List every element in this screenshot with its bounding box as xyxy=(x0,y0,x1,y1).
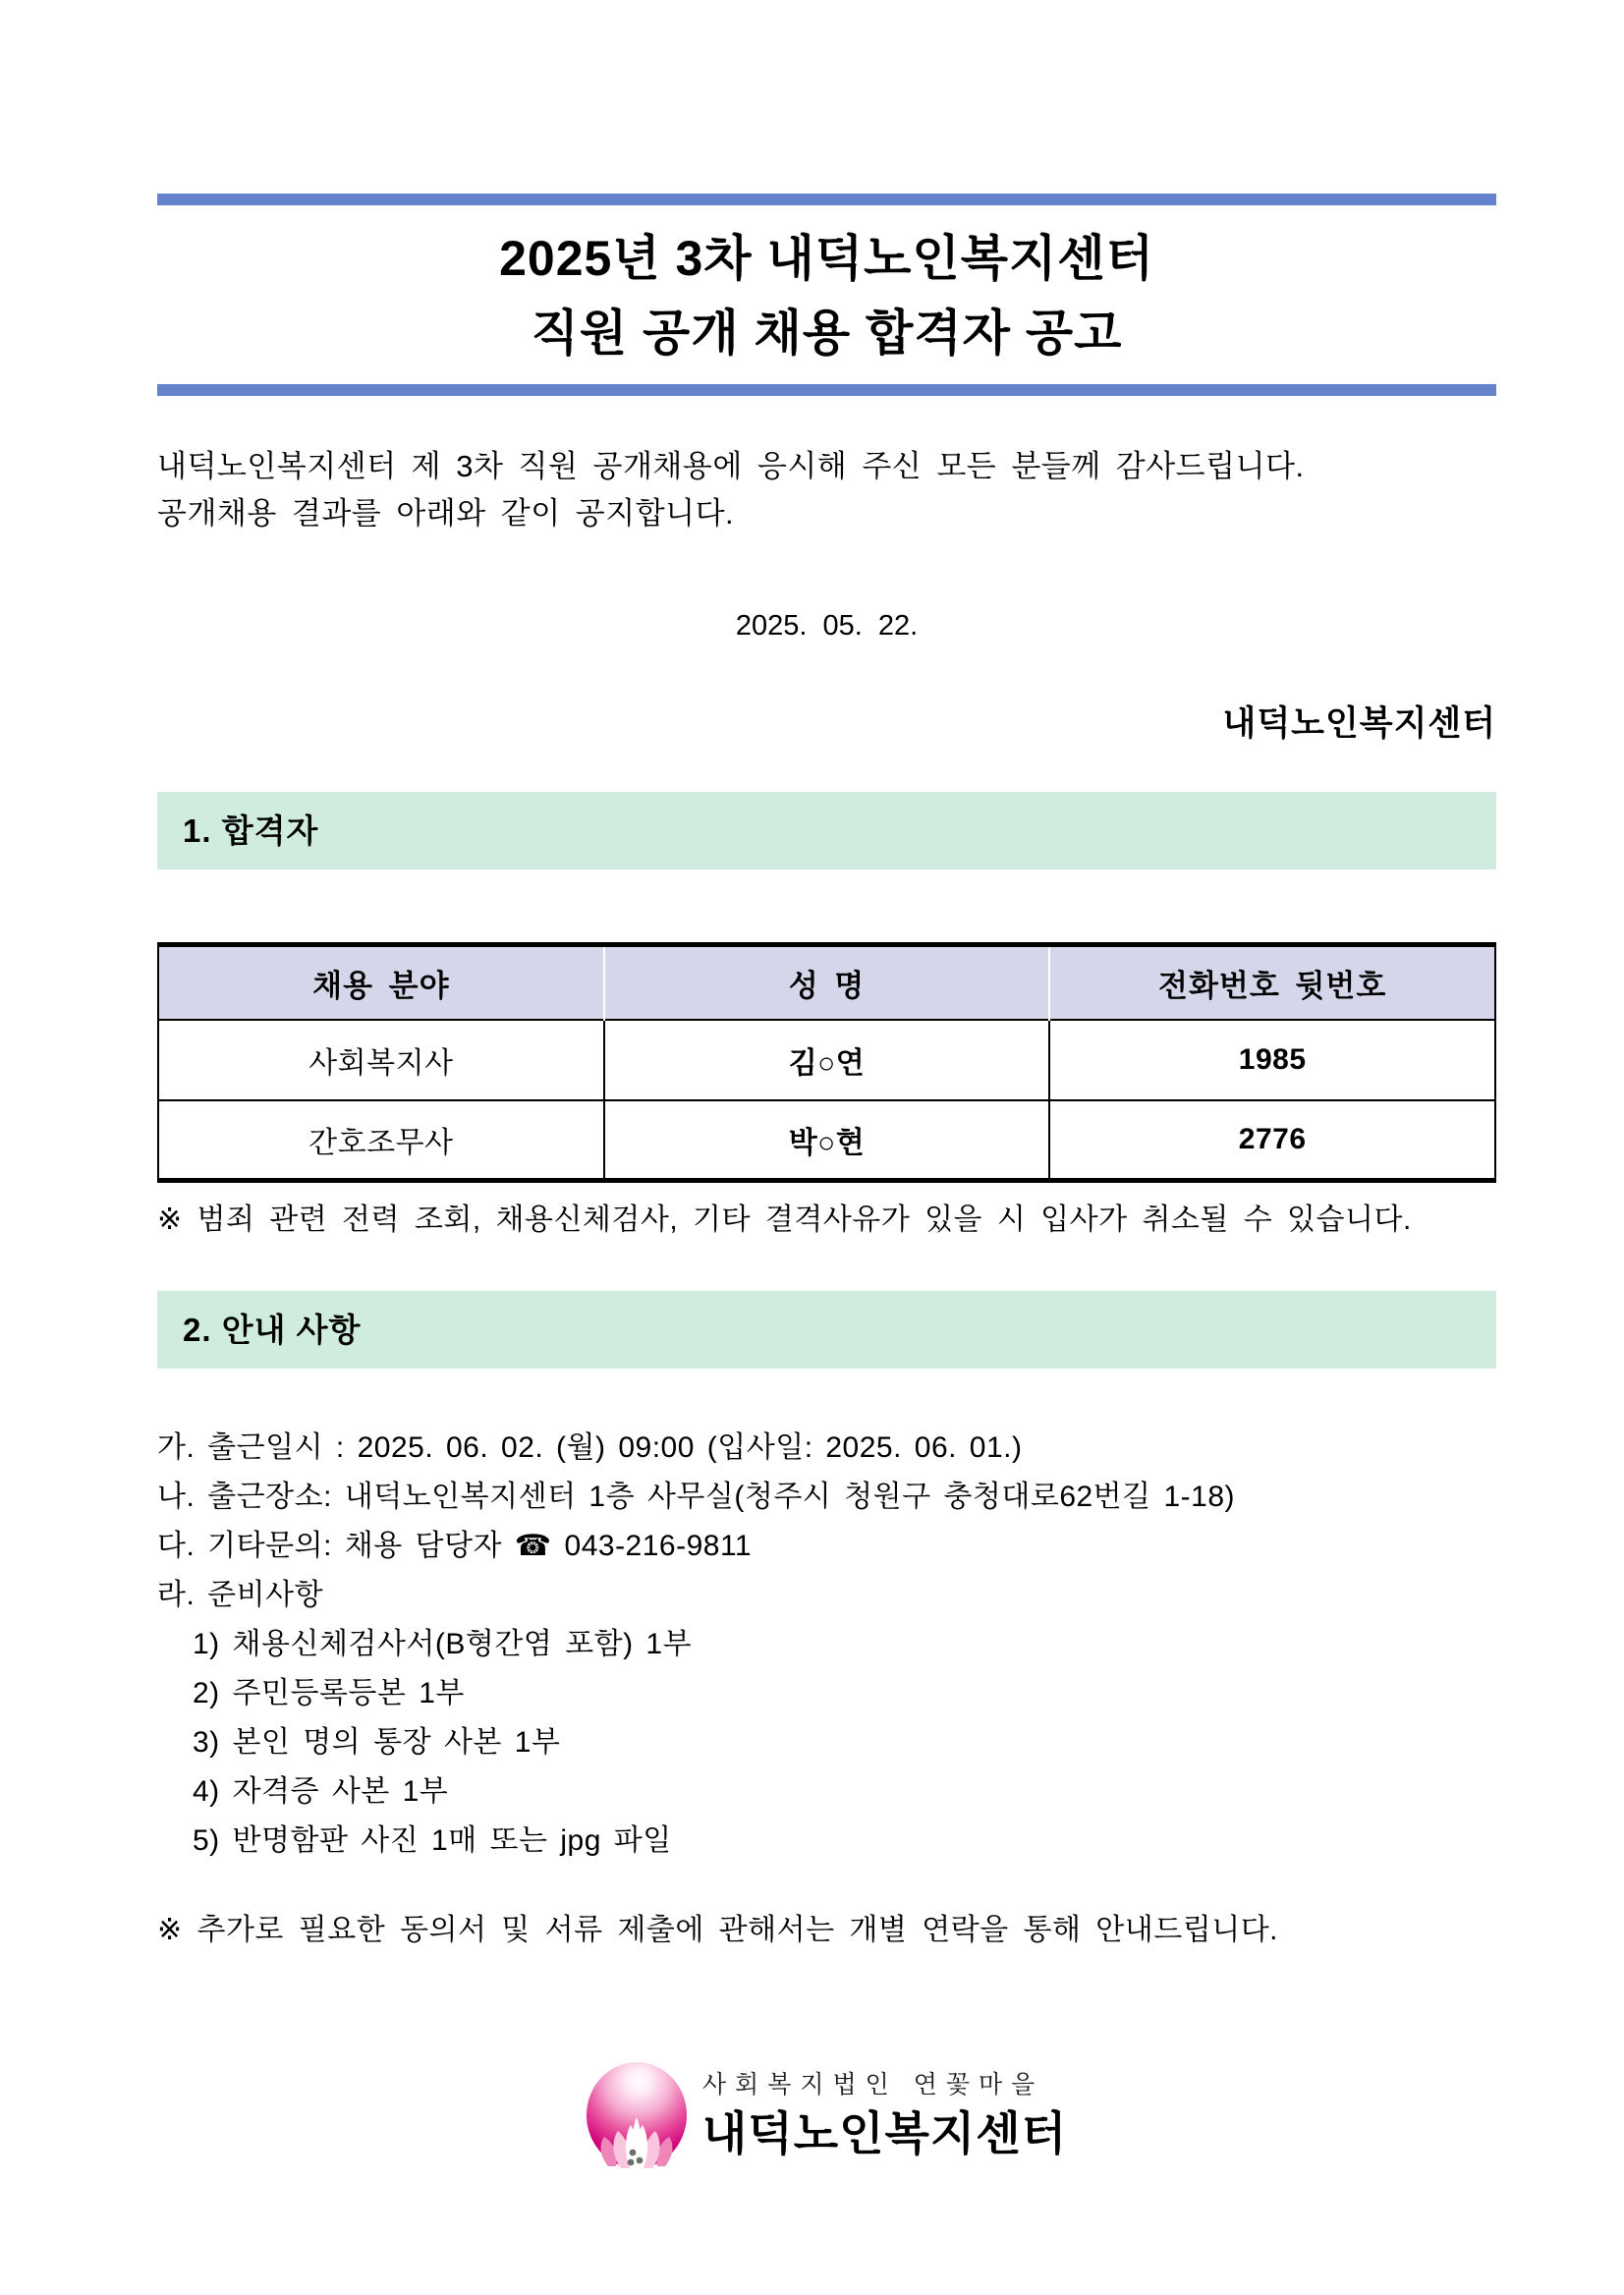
successful-candidates-table xyxy=(157,942,1496,1183)
announcement-date: 2025. 05. 22. xyxy=(735,610,919,642)
disqualification-note: ※ 범죄 관련 전력 조회, 채용신체검사, 기타 결격사유가 있을 시 입사가 취소될 수 있습니다. xyxy=(157,1203,1412,1236)
foundation-name: 사회복지법인 연꽃마을 xyxy=(701,2071,1044,2099)
section2-heading: 2. 안내 사항 xyxy=(157,1291,1496,1369)
sublist-item: 2) 주민등록등본 1부 xyxy=(193,1677,465,1709)
page-title xyxy=(157,221,1496,370)
intro-paragraph xyxy=(157,443,1496,537)
column-header-phone: 전화번호 뒷번호 xyxy=(1049,945,1495,1020)
page-title-line2: 직원 공개 채용 합격자 공고 xyxy=(531,306,1123,361)
center-name: 내덕노인복지센터 xyxy=(701,2107,1068,2159)
list-item-start-date: 가. 출근일시 : 2025. 06. 02. (월) 09:00 (입사일: 2025. 06. 01.) xyxy=(157,1431,1023,1464)
list-item-preparations: 라. 준비사항 xyxy=(157,1579,324,1611)
sublist-item: 4) 자격증 사본 1부 xyxy=(193,1775,449,1808)
intro-line2: 공개채용 결과를 아래와 같이 공지합니다. xyxy=(157,496,735,531)
column-header-name: 성 명 xyxy=(604,945,1050,1020)
page-title-line1: 2025년 3차 내덕노인복지센터 xyxy=(499,231,1154,286)
additional-documents-note: ※ 추가로 필요한 동의서 및 서류 제출에 관해서는 개별 연락을 통해 안내드립니다. xyxy=(157,1914,1279,1946)
lotus-logo-icon xyxy=(587,2062,687,2168)
table-row xyxy=(158,1020,1495,1100)
cell-name: 김○연 xyxy=(604,1020,1050,1100)
title-accent-bar-bottom xyxy=(157,384,1496,396)
footer-logo xyxy=(157,2062,1496,2168)
title-accent-bar-top xyxy=(157,194,1496,205)
intro-line1: 내덕노인복지센터 제 3차 직원 공개채용에 응시해 주신 모든 분들께 감사드립니다. xyxy=(157,449,1305,483)
lotus-petals-icon xyxy=(587,2109,687,2170)
cell-phone: 2776 xyxy=(1049,1100,1495,1181)
cell-phone: 1985 xyxy=(1049,1020,1495,1100)
sublist-item: 1) 채용신체검사서(B형간염 포함) 1부 xyxy=(193,1628,693,1660)
table-header-row xyxy=(158,945,1495,1020)
sublist-item: 5) 반명함판 사진 1매 또는 jpg 파일 xyxy=(193,1824,672,1857)
cell-field: 사회복지사 xyxy=(158,1020,604,1100)
list-item-workplace: 나. 출근장소: 내덕노인복지센터 1층 사무실(청주시 청원구 충청대로62번길 1-18) xyxy=(157,1481,1236,1513)
sublist-item: 3) 본인 명의 통장 사본 1부 xyxy=(193,1726,561,1759)
cell-field: 간호조무사 xyxy=(158,1100,604,1181)
footer-logo-text xyxy=(702,2062,1067,2160)
column-header-field: 채용 분야 xyxy=(158,945,604,1020)
list-item-contact: 다. 기타문의: 채용 담당자 ☎ 043-216-9811 xyxy=(157,1530,753,1562)
section1-heading: 1. 합격자 xyxy=(157,792,1496,869)
guidance-list xyxy=(157,1424,1496,1620)
cell-name: 박○현 xyxy=(604,1100,1050,1181)
table-row xyxy=(158,1100,1495,1181)
preparation-sublist xyxy=(157,1620,1496,1866)
organization-name: 내덕노인복지센터 xyxy=(1222,704,1496,743)
